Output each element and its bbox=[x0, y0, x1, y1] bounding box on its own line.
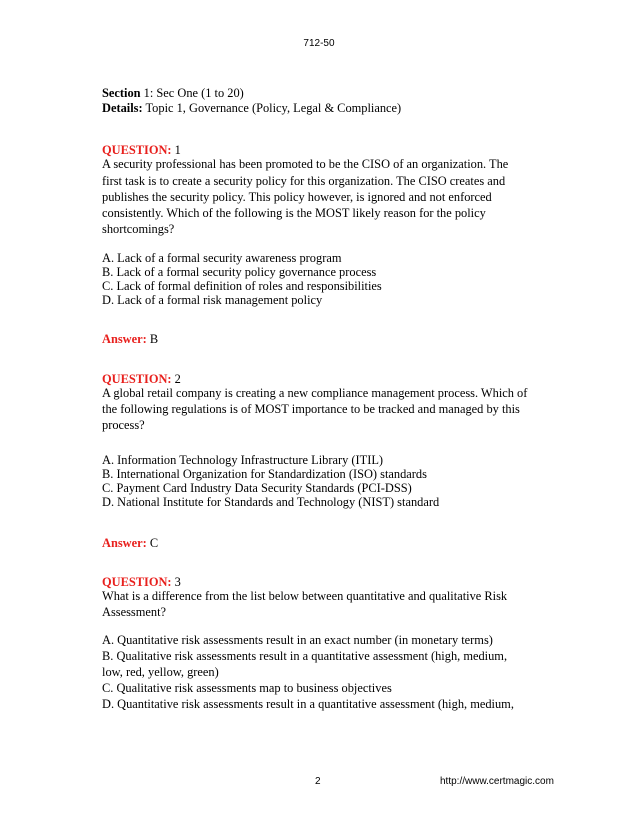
section-value: 1: Sec One (1 to 20) bbox=[140, 86, 244, 100]
question-1-answer bbox=[102, 331, 158, 348]
question-1-text-line: shortcomings? bbox=[102, 222, 175, 236]
question-1-text-line: A security professional has been promoted to be the CISO of an organization. The bbox=[102, 157, 509, 171]
question-1-option: C. Lack of formal definition of roles and responsibilities bbox=[102, 279, 382, 293]
question-3-text-line: Assessment? bbox=[102, 605, 167, 619]
page-number: 2 bbox=[315, 776, 321, 787]
details-value: Topic 1, Governance (Policy, Legal & Compliance) bbox=[142, 101, 402, 115]
question-label: QUESTION: bbox=[102, 143, 172, 157]
question-number: 1 bbox=[171, 143, 181, 157]
question-2-answer bbox=[102, 535, 158, 552]
question-3-option: C. Qualitative risk assessments map to business objectives bbox=[102, 681, 392, 695]
answer-value: C bbox=[146, 536, 159, 550]
question-2-text-line: process? bbox=[102, 418, 145, 432]
answer-value: B bbox=[146, 332, 159, 346]
question-2-option: D. National Institute for Standards and Technology (NIST) standard bbox=[102, 495, 440, 509]
question-3-option: D. Quantitative risk assessments result in a quantitative assessment (high, medium, bbox=[102, 697, 514, 711]
question-1-option: D. Lack of a formal risk management policy bbox=[102, 293, 323, 307]
question-1-text-line: publishes the security policy. This policy however, is ignored and not enforced bbox=[102, 190, 492, 204]
question-number: 2 bbox=[171, 372, 181, 386]
question-2-text-line: the following regulations is of MOST importance to be tracked and managed by this bbox=[102, 402, 520, 416]
answer-label: Answer: bbox=[102, 536, 147, 550]
question-2-text-line: A global retail company is creating a new compliance management process. Which of bbox=[102, 386, 528, 400]
question-1-option: B. Lack of a formal security policy governance process bbox=[102, 265, 377, 279]
question-1-text-line: consistently. Which of the following is the MOST likely reason for the policy bbox=[102, 206, 486, 220]
question-3-option: B. Qualitative risk assessments result in a quantitative assessment (high, medium, bbox=[102, 649, 508, 663]
question-number: 3 bbox=[171, 575, 181, 589]
footer-url-link[interactable]: http://www.certmagic.com bbox=[440, 776, 554, 787]
question-label: QUESTION: bbox=[102, 575, 172, 589]
question-2-option: A. Information Technology Infrastructure Library (ITIL) bbox=[102, 453, 384, 467]
question-2-option: C. Payment Card Industry Data Security Standards (PCI-DSS) bbox=[102, 481, 412, 495]
section-label: Section bbox=[102, 86, 141, 100]
page-header-code: 712-50 bbox=[303, 38, 335, 49]
question-3-option: A. Quantitative risk assessments result in an exact number (in monetary terms) bbox=[102, 633, 493, 647]
question-3-option: low, red, yellow, green) bbox=[102, 665, 219, 679]
question-label: QUESTION: bbox=[102, 372, 172, 386]
answer-label: Answer: bbox=[102, 332, 147, 346]
details-line bbox=[102, 100, 401, 117]
question-1-option: A. Lack of a formal security awareness program bbox=[102, 251, 342, 265]
question-2-option: B. International Organization for Standardization (ISO) standards bbox=[102, 467, 427, 481]
question-1-text-line: first task is to create a security policy for this organization. The CISO creates and bbox=[102, 174, 506, 188]
details-label: Details: bbox=[102, 101, 143, 115]
question-3-text-line: What is a difference from the list below between quantitative and qualitative Risk bbox=[102, 589, 508, 603]
